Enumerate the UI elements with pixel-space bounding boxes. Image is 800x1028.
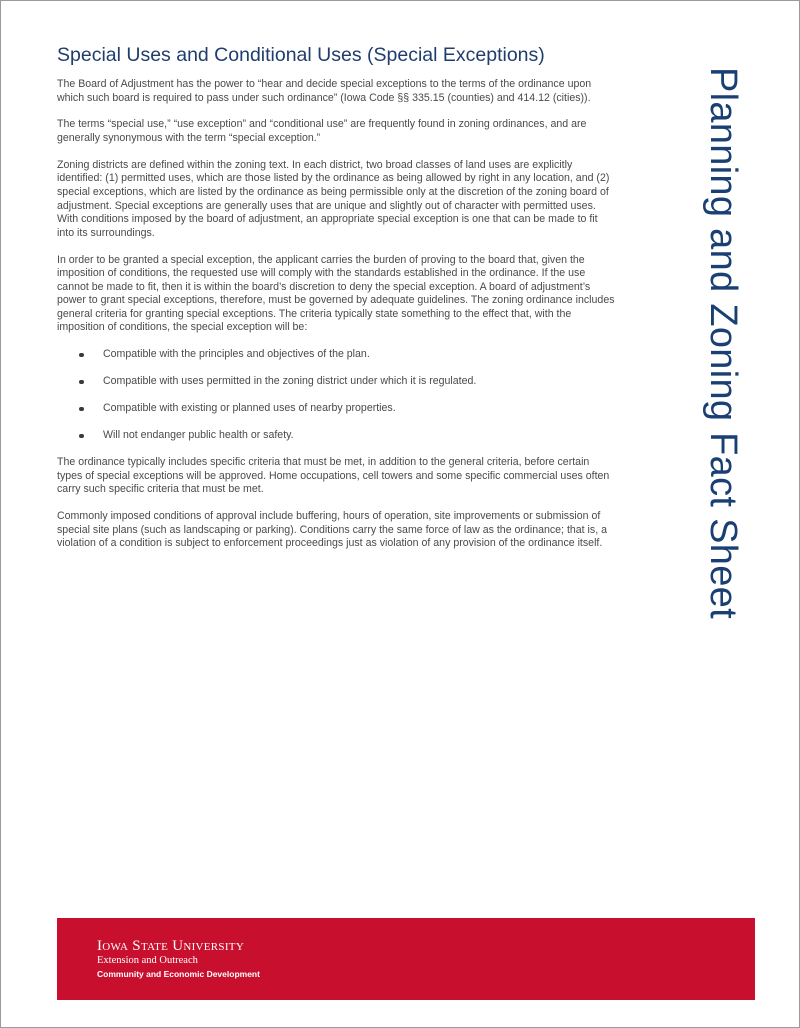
paragraph: The terms “special use,” “use exception” and “conditional use” are frequently found in zoning ordinances, and are generally synonymous with the term “special exception.” [57,118,587,144]
bullet-icon [79,407,84,412]
logo-university-name: Iowa State University [97,938,245,954]
bullet-icon [79,380,84,385]
logo-department-name: Community and Economic Development [97,969,260,979]
footer-band [57,918,755,1000]
paragraph: The Board of Adjustment has the power to “hear and decide special exceptions to the terms of the ordinance upon which such board is required to pass under such ordinance” (Iowa Code §§ 335.15 (counties) and 414.12 (cities)). [57,78,592,104]
bullet-icon [79,353,84,358]
document-body [57,43,617,564]
logo-unit-name: Extension and Outreach [97,955,198,966]
list-item [57,375,617,389]
list-item [57,429,617,443]
paragraph: Zoning districts are defined within the zoning text. In each district, two broad classes of land uses are explicitly identified: (1) permitted uses, which are those listed by the ordinance as being allowed by right in any location, and (2) special exceptions, which are listed by the ordinance as being permissible only at the discretion of the zoning board of adjustment. Special exceptions are generally uses that are unique and slightly out of character with permitted uses. With conditions imposed by the board of adjustment, an appropriate special exception is one that can be made to fit into its surroundings. [57,158,610,239]
side-title-text: Planning and Zoning Fact Sheet [702,67,744,619]
paragraph: Commonly imposed conditions of approval include buffering, hours of operation, site improvements or submission of special site plans (such as landscaping or parking). Conditions carry the same force of law as the ordinance; that is, a violation of a condition is subject to enforcement proceedings just as violation of any provision of the ordinance itself. [57,510,607,550]
bullet-icon [79,434,84,439]
list-item-text: Compatible with the principles and objectives of the plan. [103,348,370,361]
list-item [57,402,617,416]
list-item-text: Will not endanger public health or safety. [103,429,294,442]
section-heading: Special Uses and Conditional Uses (Special Exceptions) [57,44,545,66]
list-item [57,348,617,362]
list-item-text: Compatible with uses permitted in the zoning district under which it is regulated. [103,375,477,388]
side-title [668,67,778,737]
list-item-text: Compatible with existing or planned uses of nearby properties. [103,402,396,415]
paragraph: In order to be granted a special exception, the applicant carries the burden of proving to the board that, given the imposition of conditions, the requested use will comply with the standards established in the ordinance. If the use cannot be made to fit, then it is within the board’s discretion to deny the special exception. A board of adjustment’s power to grant special exceptions, therefore, must be governed by adequate guidelines. The zoning ordinance includes general criteria for granting special exceptions. The criteria typically state something to the effect that, with the imposition of conditions, the special exception will be: [57,253,615,334]
paragraph: The ordinance typically includes specific criteria that must be met, in addition to the general criteria, before certain types of special exceptions will be approved. Home occupations, cell towers and some specific commercial uses often carry such specific criteria that must be met. [57,456,610,496]
university-logo [97,938,260,980]
criteria-list [57,348,617,443]
